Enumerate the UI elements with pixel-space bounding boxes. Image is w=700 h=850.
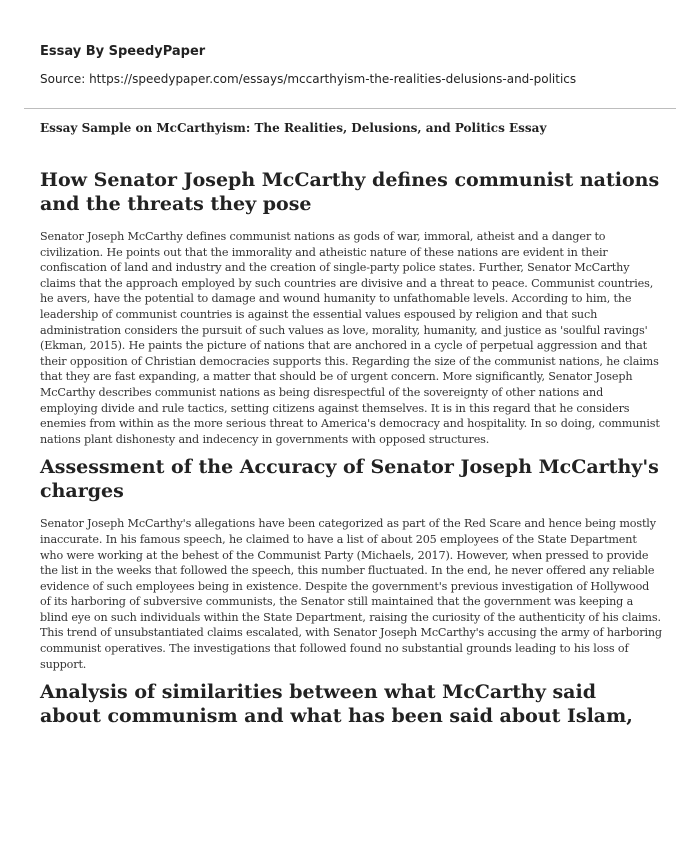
source-line: Source: https://speedypaper.com/essays/mccarthyism-the-realities-delusions-and-politics	[40, 72, 577, 86]
section-heading-accuracy: Assessment of the Accuracy of Senator Joseph McCarthy's charges	[40, 456, 659, 503]
section-heading-definition: How Senator Joseph McCarthy defines communist nations and the threats they pose	[40, 169, 660, 215]
publisher-label: Essay By SpeedyPaper	[40, 44, 206, 59]
essay-content	[40, 168, 662, 728]
section-body-definition: Senator Joseph McCarthy defines communist nations as gods of war, immoral, atheist and a danger to civilization. He points out that the immorality and atheistic nature of these nations are evident in their confiscation of land and industry and the creation of single-party police states. Further, Senator McCarthy claims that the approach employed by such countries are divisive and a threat to peace. Communist countries, he avers, have the potential to damage and wound humanity to unfathomable levels. According to him, the leadership of communist countries is against the essential values espoused by religion and that such administration considers the pursuit of such values as love, morality, humanity, and justice as 'soulful ravings' (Ekman, 2015). He paints the picture of nations that are anchored in a cycle of perpetual aggression and that their opposition of Christian democracies supports this. Regarding the size of the communist nations, he claims that they are fast expanding, a matter that should be of urgent concern. More significantly, Senator Joseph McCarthy describes communist nations as being disrespectful of the sovereignty of other nations and employing divide and rule tactics, setting citizens against themselves. It is in this regard that he considers enemies from within as the more serious threat to America's democracy and hospitality. In so doing, communist nations plant dishonesty and indecency in governments with opposed structures.	[40, 230, 660, 446]
section-body-accuracy: Senator Joseph McCarthy's allegations have been categorized as part of the Red Scare and hence being mostly inaccurate. In his famous speech, he claimed to have a list of about 205 employees of the State Department who were working at the behest of the Communist Party (Michaels, 2017). However, when pressed to provide the list in the weeks that followed the speech, this number fluctuated. In the end, he never offered any reliable evidence of such employees being in existence. Despite the government's previous investigation of Hollywood of its harboring of subversive communists, the Senator still maintained that the government was keeping a blind eye on such individuals within the State Department, raising the curiosity of the authenticity of his claims. This trend of unsubstantiated claims escalated, with Senator Joseph McCarthy's accusing the army of harboring communist operatives. The investigations that followed found no substantial grounds leading to his loss of support.	[40, 517, 662, 671]
header-divider	[24, 108, 676, 109]
essay-title: Essay Sample on McCarthyism: The Realities, Delusions, and Politics Essay	[40, 121, 547, 135]
section-heading-similarities: Analysis of similarities between what McCarthy said about communism and what has been said about Islam,	[40, 681, 633, 728]
